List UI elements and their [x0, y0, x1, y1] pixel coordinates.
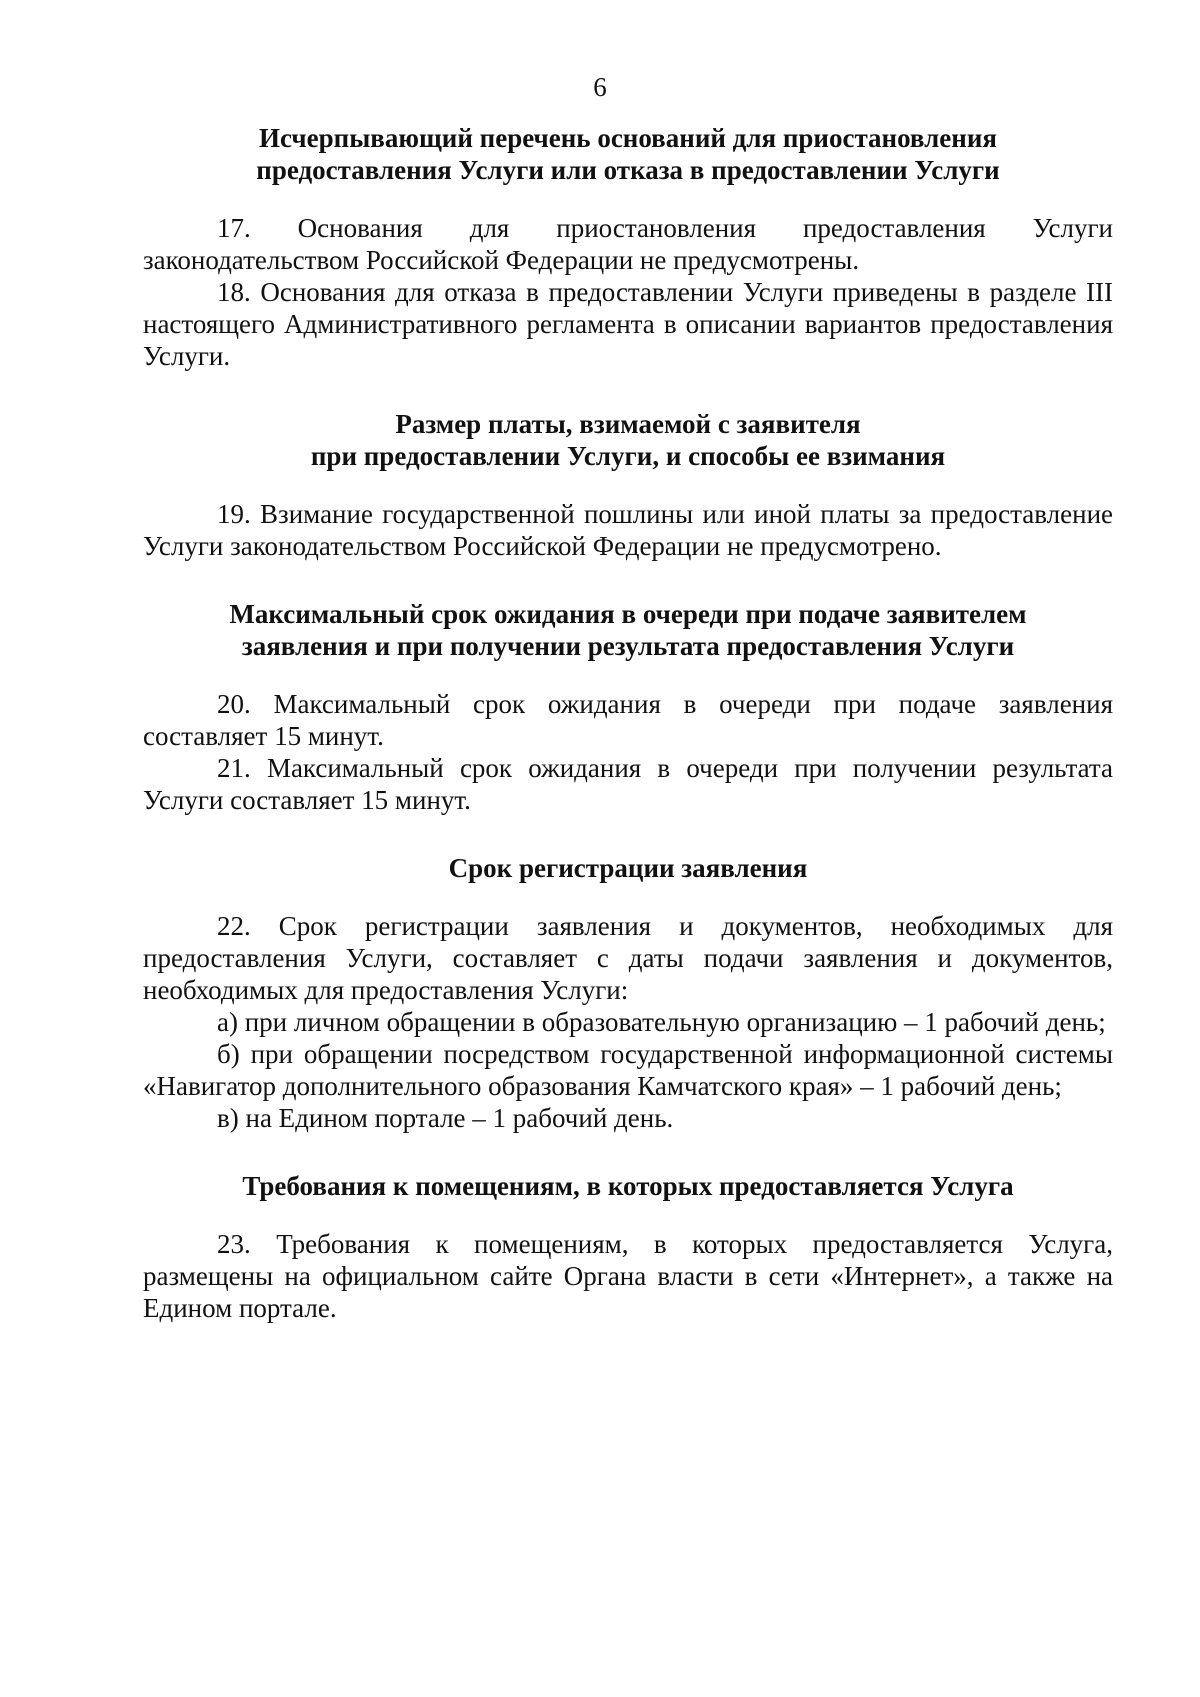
paragraph-19: 19. Взимание государственной пошлины или иной платы за предоставление Услуги законодательством Российской Федерации не предусмотрено. [143, 499, 1113, 561]
document-body [143, 122, 1113, 1324]
heading-line: Требования к помещениям, в которых предоставляется Услуга [242, 1171, 1014, 1201]
page-number: 6 [593, 72, 607, 102]
paragraph-21: 21. Максимальный срок ожидания в очереди при получении результата Услуги составляет 15 минут. [143, 753, 1113, 815]
heading-line: Максимальный срок ожидания в очереди при подаче заявителем [229, 599, 1027, 629]
paragraph-18: 18. Основания для отказа в предоставлении Услуги приведены в разделе III настоящего Административного регламента в описании вариантов предоставления Услуги. [143, 277, 1113, 371]
section-heading-queue-time [143, 598, 1113, 662]
paragraph-22-b: б) при обращении посредством государственной информационной системы «Навигатор дополнительного образования Камчатского края» – 1 рабочий день; [143, 1039, 1113, 1101]
paragraph-22: 22. Срок регистрации заявления и документов, необходимых для предоставления Услуги, составляет с даты подачи заявления и документов, необходимых для предоставления Услуги: [143, 911, 1113, 1005]
paragraph-20: 20. Максимальный срок ожидания в очереди при подаче заявления составляет 15 минут. [143, 689, 1113, 751]
section-heading-suspension [143, 122, 1113, 186]
paragraph-22-v: в) на Едином портале – 1 рабочий день. [217, 1103, 674, 1133]
section-heading-fee [143, 408, 1113, 472]
heading-line: Исчерпывающий перечень оснований для приостановления [258, 123, 998, 153]
heading-line: при предоставлении Услуги, и способы ее взимания [310, 441, 946, 471]
heading-line: Срок регистрации заявления [448, 853, 808, 883]
heading-line: предоставления Услуги или отказа в предоставлении Услуги [256, 155, 1000, 185]
paragraph-22-a: а) при личном обращении в образовательную организацию – 1 рабочий день; [217, 1007, 1106, 1037]
section-heading-registration [143, 852, 1113, 884]
heading-line: Размер платы, взимаемой с заявителя [395, 409, 861, 439]
paragraph-17: 17. Основания для приостановления предоставления Услуги законодательством Российской Федерации не предусмотрены. [143, 213, 1113, 275]
paragraph-23: 23. Требования к помещениям, в которых предоставляется Услуга, размещены на официальном сайте Органа власти в сети «Интернет», а также на Едином портале. [143, 1229, 1113, 1323]
heading-line: заявления и при получении результата предоставления Услуги [241, 631, 1015, 661]
section-heading-premises [143, 1170, 1113, 1202]
